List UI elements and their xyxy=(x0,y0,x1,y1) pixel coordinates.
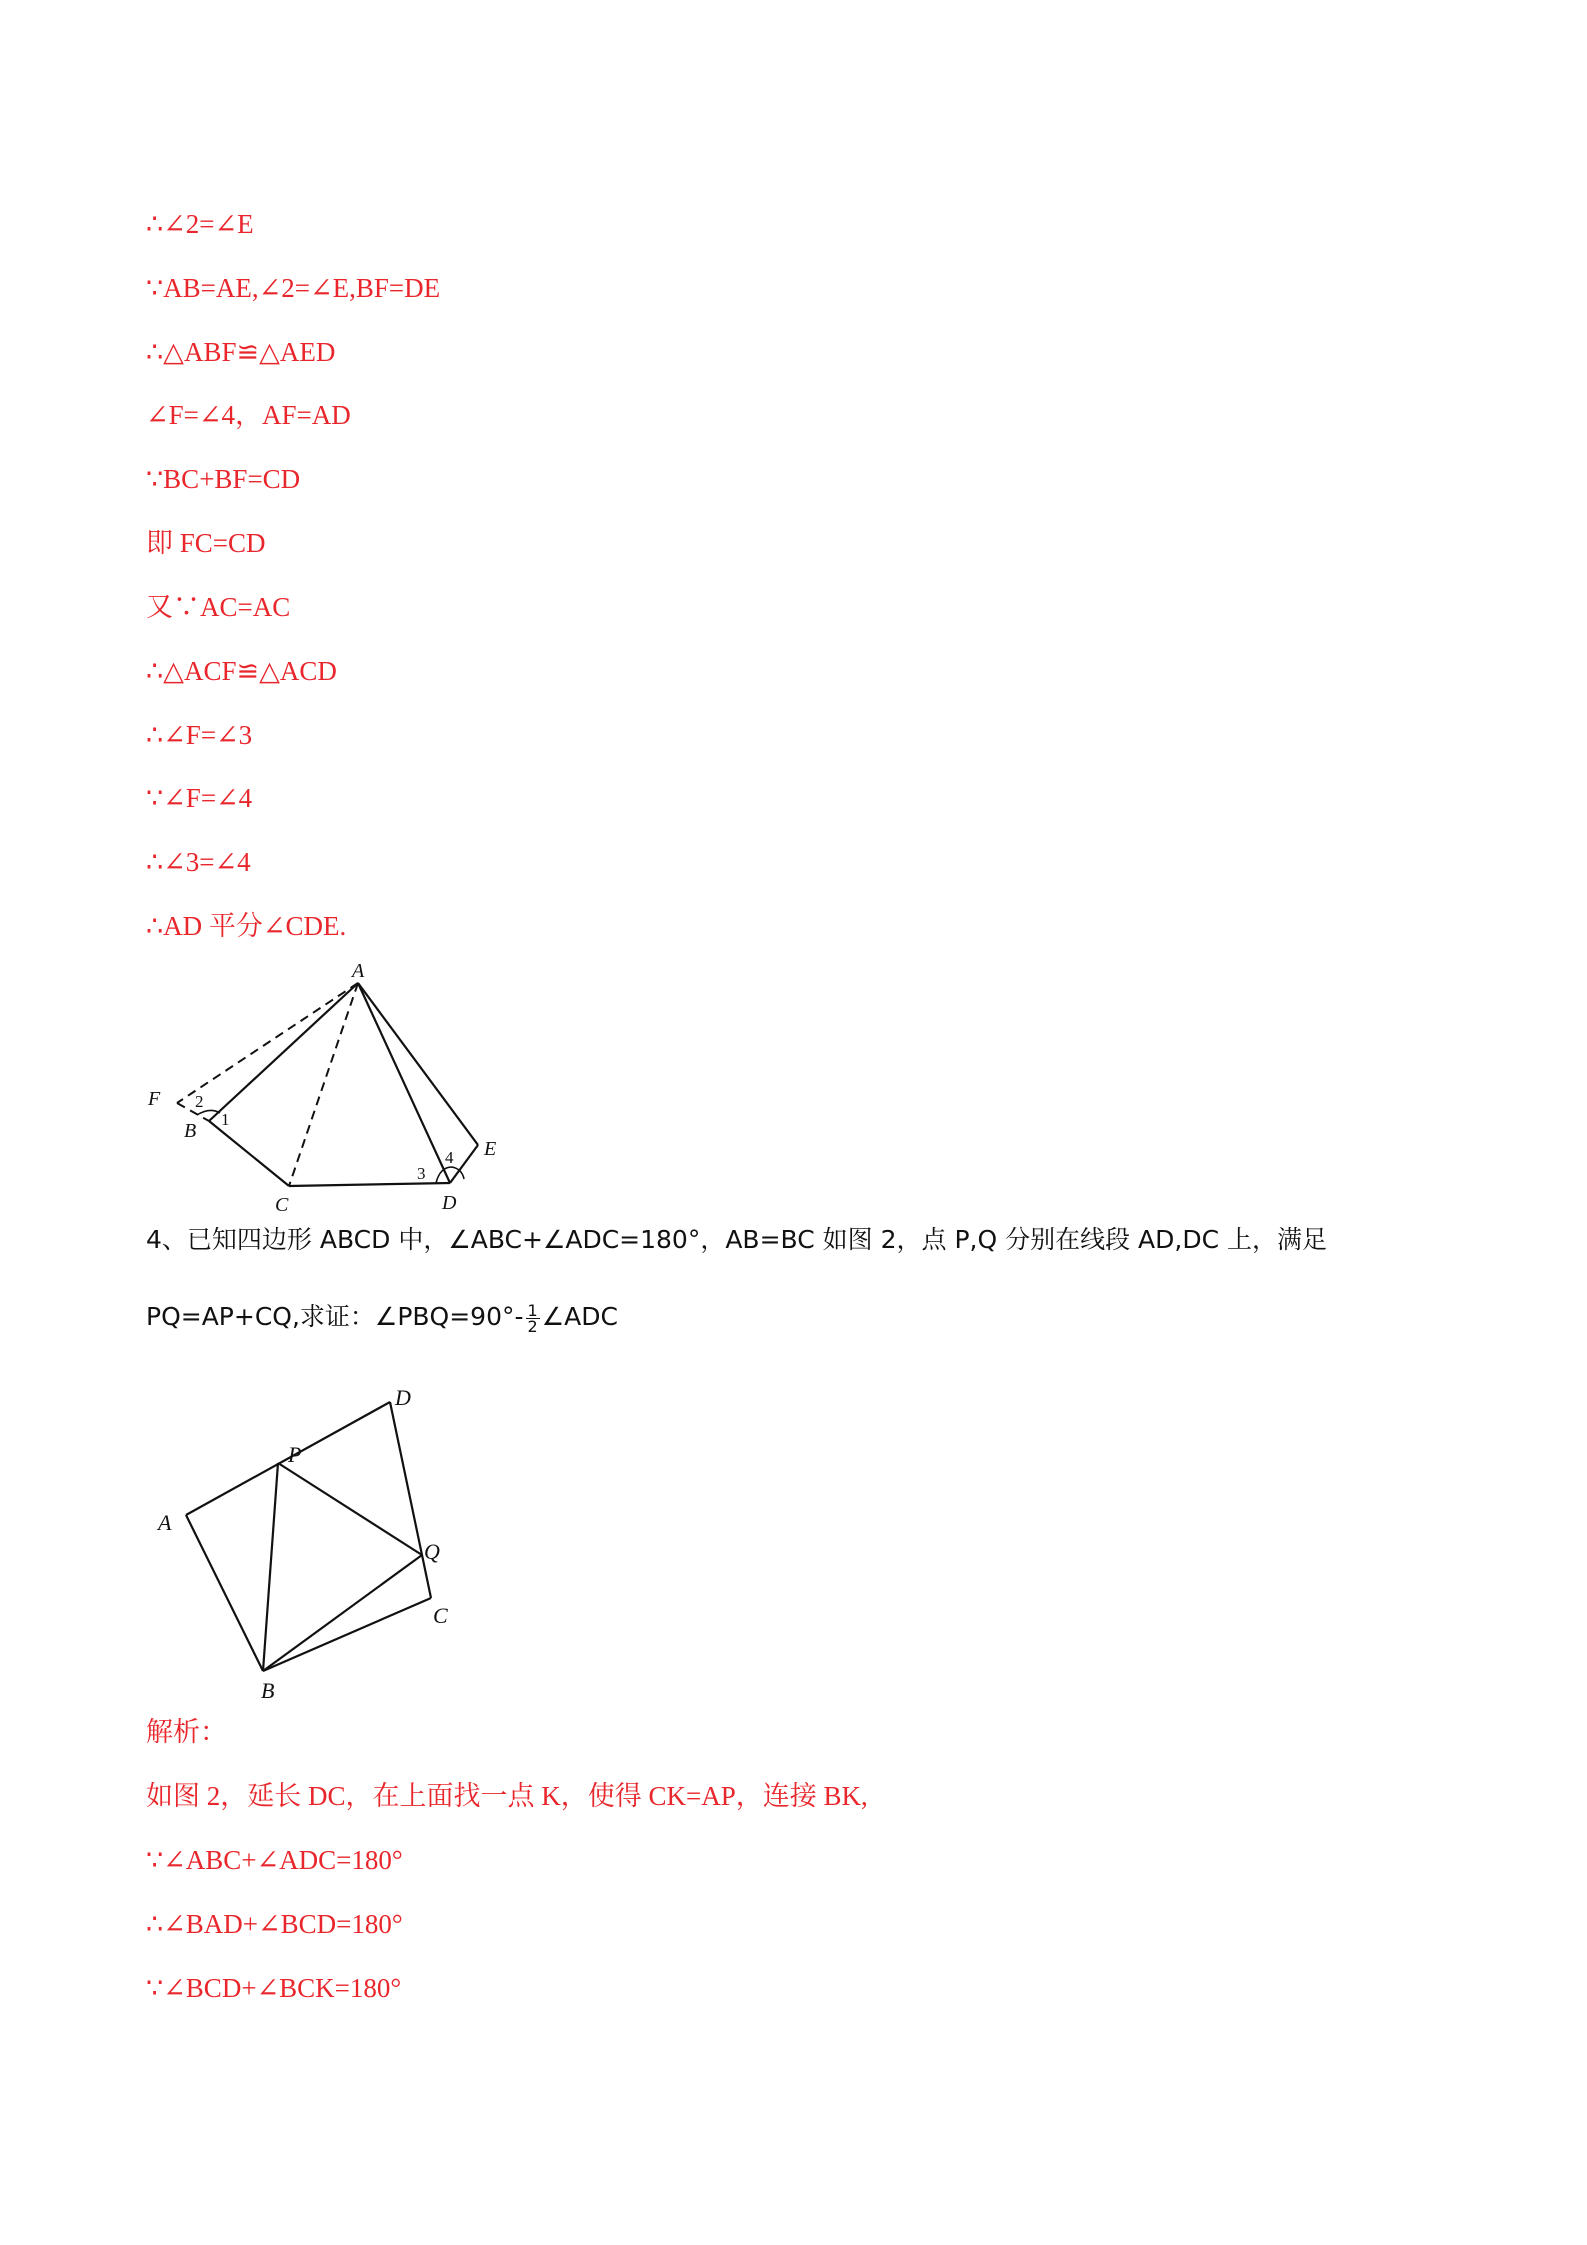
segment-af-dashed xyxy=(177,983,358,1103)
segment-bc xyxy=(209,1121,289,1186)
solution-line: ∴∠3=∠4 xyxy=(146,847,251,877)
angle-label-2: 2 xyxy=(195,1092,204,1111)
segment-ad xyxy=(358,983,450,1183)
fraction-denominator: 2 xyxy=(527,1316,538,1336)
solution-line: 如图 2，延长 DC，在上面找一点 K，使得 CK=AP，连接 BK, xyxy=(146,1781,868,1811)
label-b: B xyxy=(261,1678,275,1703)
solution-line: ∴∠F=∠3 xyxy=(146,720,253,750)
solution-line: 即 FC=CD xyxy=(146,528,266,558)
angle-label-3: 3 xyxy=(417,1164,426,1183)
solution-line: 又∵AC=AC xyxy=(146,592,291,622)
label-a: A xyxy=(158,1510,172,1535)
segment-ab xyxy=(209,983,358,1121)
analysis-heading: 解析： xyxy=(146,1717,227,1747)
fraction-numerator: 1 xyxy=(527,1300,538,1320)
problem-4-statement-line-1: 4、已知四边形 ABCD 中，∠ABC+∠ADC=180°，AB=BC 如图 2，点 P,Q 分别在线段 AD,DC 上，满足 xyxy=(146,1225,1327,1254)
label-e: E xyxy=(484,1138,497,1160)
label-q: Q xyxy=(424,1539,440,1564)
label-c: C xyxy=(275,1194,289,1215)
solution-line: ∵∠BCD+∠BCK=180° xyxy=(146,1973,402,2003)
angle-label-1: 1 xyxy=(221,1110,230,1129)
segment-dc xyxy=(390,1402,431,1598)
solution-line: ∴AD 平分∠CDE. xyxy=(146,911,347,941)
label-d: D xyxy=(395,1385,411,1410)
label-p: P xyxy=(288,1442,302,1467)
segment-bp xyxy=(263,1463,278,1671)
problem-4-statement-line-2 xyxy=(146,1300,618,1334)
solution-line: ∵BC+BF=CD xyxy=(146,464,301,494)
angle-label-4: 4 xyxy=(445,1148,454,1167)
solution-line: ∴△ACF≌△ACD xyxy=(146,656,337,686)
solution-line: ∠F=∠4，AF=AD xyxy=(146,400,351,430)
segment-ba xyxy=(186,1515,263,1671)
solution-line: ∵AB=AE,∠2=∠E,BF=DE xyxy=(146,273,441,303)
figure-2-geometry xyxy=(140,1385,480,1705)
segment-cd xyxy=(289,1183,450,1186)
solution-line: ∴∠BAD+∠BCD=180° xyxy=(146,1909,403,1939)
fraction-one-half xyxy=(526,1300,540,1336)
label-f: F xyxy=(148,1088,161,1110)
segment-pq xyxy=(278,1463,422,1555)
figure-1-geometry xyxy=(140,955,520,1215)
label-b: B xyxy=(184,1120,197,1142)
label-c: C xyxy=(433,1603,448,1628)
segment-ac-dashed xyxy=(289,983,358,1186)
statement-prefix: PQ=AP+CQ,求证：∠PBQ=90°- xyxy=(146,1302,524,1331)
solution-line: ∴△ABF≌△AED xyxy=(146,337,336,367)
solution-line: ∵∠ABC+∠ADC=180° xyxy=(146,1845,403,1875)
label-a: A xyxy=(352,960,365,982)
statement-suffix: ∠ADC xyxy=(541,1302,618,1331)
segment-ae xyxy=(358,983,478,1145)
label-d: D xyxy=(442,1192,457,1214)
solution-line: ∴∠2=∠E xyxy=(146,209,254,239)
solution-line: ∵∠F=∠4 xyxy=(146,783,253,813)
